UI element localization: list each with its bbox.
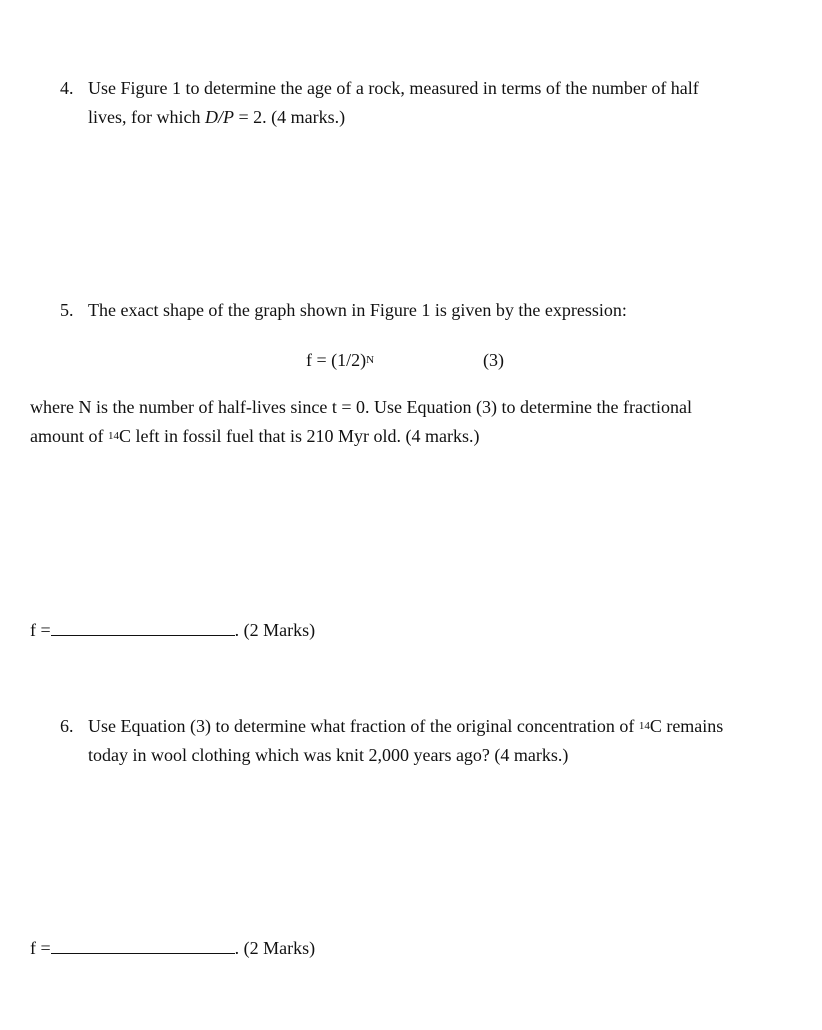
question-5-line-1: The exact shape of the graph shown in Figure 1 is given by the expression:: [88, 300, 627, 320]
question-5-paragraph-line-1: where N is the number of half-lives since t = 0. Use Equation (3) to determine the fractional: [30, 397, 692, 417]
question-5-text: [88, 296, 788, 325]
question-6-line-1: [88, 712, 788, 741]
question-5-answer-line: [30, 616, 315, 645]
question-4-number: 4.: [60, 78, 74, 98]
isotope-superscript: 14: [108, 430, 119, 442]
question-4-text: [88, 74, 788, 132]
question-4-line-2-end: = 2. (4 marks.): [233, 107, 346, 127]
answer-label: f =: [30, 938, 51, 958]
equation-base: f = (1/2): [306, 350, 367, 370]
equation-exponent: N: [366, 354, 375, 366]
question-5-number: 5.: [60, 300, 74, 320]
answer-blank[interactable]: [51, 617, 235, 636]
question-4-line-2: [88, 103, 788, 132]
isotope-superscript: 14: [638, 720, 650, 732]
question-5-paragraph-line-2: [30, 422, 790, 451]
equation-3: [306, 346, 374, 375]
question-6-line-2: today in wool clothing which was knit 2,000 years ago? (4 marks.): [88, 745, 569, 765]
answer-marks: . (2 Marks): [234, 620, 316, 640]
question-6-number: 6.: [60, 716, 74, 736]
question-6-answer-line: [30, 934, 315, 963]
answer-marks: . (2 Marks): [234, 938, 316, 958]
paragraph-line-2-start: amount of: [30, 426, 108, 446]
question-5-paragraph: [30, 393, 790, 451]
question-6-line-1-start: Use Equation (3) to determine what fraction of the original concentration of: [88, 716, 639, 736]
question-6-text: [88, 712, 788, 770]
question-4-line-1: Use Figure 1 to determine the age of a rock, measured in terms of the number of half: [88, 78, 699, 98]
answer-blank[interactable]: [51, 935, 235, 954]
dp-ratio-symbol: D/P: [204, 107, 234, 127]
paragraph-line-2-end: C left in fossil fuel that is 210 Myr old. (4 marks.): [119, 426, 480, 446]
question-6-line-1-end: C remains: [649, 716, 724, 736]
answer-label: f =: [30, 620, 51, 640]
equation-label: (3): [483, 350, 504, 370]
question-4-line-2-start: lives, for which: [88, 107, 205, 127]
